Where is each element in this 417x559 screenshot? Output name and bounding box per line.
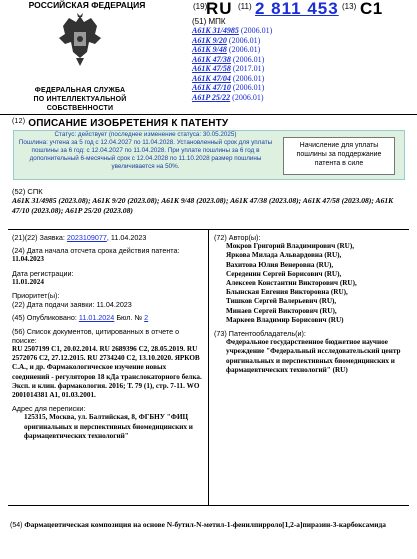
publication-date-link[interactable]: 11.01.2024 [78, 313, 115, 323]
spk-label: (52) СПК [12, 187, 43, 196]
author: Маркеев Владимир Борисович (RU) [226, 315, 344, 324]
ipc-code-link[interactable]: A61K 47/04 [192, 73, 231, 83]
inid-13: (13) [342, 2, 357, 11]
ipc-code-link[interactable]: A61K 9/20 [192, 35, 227, 45]
application-number-link[interactable]: 2023109077 [66, 233, 107, 242]
ipc-code-link[interactable]: A61K 47/58 [192, 64, 231, 73]
ipc-code-link[interactable]: A61K 47/38 [192, 54, 231, 64]
ipc-item: A61K 47/10 (2006.01) [192, 83, 265, 92]
author: Алексеев Константин Викторович (RU), [226, 279, 357, 288]
cited-documents: (56) Список документов, цитированных в отчете о поиске: RU 2507199 C1, 20.02.2014. RU 2689396 C2, 28.05.2019. RU 2572076 C2, 27.12.2015. RU 2734240 C2, 13.10.2020. ЯРКОВ С.А., и др. Фармакологическое изучение новых соединений - регуляторов 18 кДа транслокаторного белка. Эксп. и клин. фармакология. 2016; Т. 79 (1), стр. 7-11. WO 2001014381 A1, 01.03.2001. [12, 326, 202, 400]
country-code: RU [206, 0, 233, 18]
ipc-item: A61K 47/38 (2006.01) [192, 54, 265, 64]
application-row: (21)(22) Заявка: 2023109077, 11.04.2023 [12, 233, 147, 242]
invention-title: (54) Фармацевтическая композиция на основе N-бутил-N-метил-1-фенилпирроло[1,2-a]пиразин-3-карбоксамида [10, 520, 386, 529]
bulletin-number-link[interactable]: 2 [144, 313, 149, 323]
author: Блынская Евгения Викторовна (RU), [226, 288, 348, 297]
ipc-code-link[interactable]: A61K 9/48 [192, 45, 227, 54]
author: Минаев Сергей Викторович (RU), [226, 306, 337, 315]
ipc-code-link[interactable]: A61K 31/4985 [192, 26, 239, 35]
divider [0, 114, 417, 115]
column-divider [208, 229, 209, 505]
left-column [12, 233, 204, 445]
fee-payment-button[interactable]: Начисление для уплаты пошлины за поддержание патента в силе [283, 137, 395, 175]
ipc-code-link[interactable]: A61K 47/10 [192, 83, 231, 92]
kind-code: C1 [360, 0, 383, 18]
author: Вахитова Юлия Венеровна (RU), [226, 260, 334, 269]
author: Яркова Милада Альвардовна (RU), [226, 251, 342, 260]
ipc-item: A61K 47/58 (2017.01) [192, 64, 265, 73]
patent-owner: (73) Патентообладатель(и): Федеральное государственное бюджетное научное учреждение "Федеральный исследовательский центр оригинальных и перспективных биомедицинских и фармацевтических технологий" (RU) [214, 329, 401, 374]
term-start: (24) Дата начала отсчета срока действия патента: 11.04.2023 [12, 246, 180, 264]
correspondence-address: Адрес для переписки: 125315, Москва, ул. Балтийская, 8, ФГБНУ "ФИЦ оригинальных и перспективных биомедицинских и фармацевтических технологий" [12, 404, 193, 440]
author: Мокров Григорий Владимирович (RU), [226, 242, 355, 251]
ipc-item: A61K 9/20 (2006.01) [192, 35, 261, 45]
ipc-list [192, 26, 412, 102]
author: Середенин Сергей Борисович (RU), [226, 269, 342, 278]
ipc-item: A61P 25/22 (2006.01) [192, 92, 264, 102]
publication-row: (45) Опубликовано: 11.01.2024 Бюл. № 2 [12, 313, 149, 323]
ipc-item: A61K 47/04 (2006.01) [192, 73, 265, 83]
document-title: $^{(12)}$ ОПИСАНИЕ ИЗОБРЕТЕНИЯ К ПАТЕНТУ [12, 118, 229, 129]
ipc-item: A61K 9/48 (2006.01) [192, 45, 261, 54]
patent-number-link[interactable]: 2 811 453 [255, 0, 339, 18]
agency-name: ФЕДЕРАЛЬНАЯ СЛУЖБА ПО ИНТЕЛЛЕКТУАЛЬНОЙ СОБСТВЕННОСТИ [33, 87, 127, 112]
country-name: РОССИЙСКАЯ ФЕДЕРАЦИЯ [28, 0, 146, 10]
status-text: Статус: действует (последнее изменение статуса: 30.05.2025) Пошлина: учтена за 5 год с 12.04.2027 по 11.04.2028. Установленный срок для уплаты пошлины за 6 год: с 12.04.2027 по 11.04.2028. При уплате пошлины за 6 год в дополнительный 6-месячный срок с 12.04.2028 по 11.10.2028 размер пошлины увеличивается на 50%. [18, 131, 273, 171]
author: Тишков Сергей Валерьевич (RU), [226, 297, 337, 306]
priority: Приоритет(ы): (22) Дата подачи заявки: 11.04.2023 [12, 291, 132, 310]
authors: (72) Автор(ы): Мокров Григорий Владимирович (RU), Яркова Милада Альвардовна (RU), Вахитова Юлия Венеровна (RU), Середенин Сергей Борисович (RU), Алексеев Константин Викторович (RU), Блынская Евгения Викторовна (RU), Тишков Сергей Валерьевич (RU), Минаев Сергей Викторович (RU), Маркеев Владимир Борисович (RU) [214, 233, 410, 325]
ipc-item: A61K 31/4985 (2006.01) [192, 26, 273, 35]
state-emblem-icon [57, 12, 103, 68]
spk-codes: A61K 31/4985 (2023.08); A61K 9/20 (2023.08); A61K 9/48 (2023.08); A61K 47/38 (2023.08); A61K 47/58 (2023.08); A61K 47/10 (2023.08); A61P 25/20 (2023.08) [12, 196, 394, 215]
registration-date: Дата регистрации: 11.01.2024 [12, 268, 74, 286]
right-column [214, 233, 410, 379]
ipc-code-link[interactable]: A61P 25/22 [192, 92, 231, 102]
inid-11: (11) [238, 2, 252, 11]
mpk-label: (51) МПК [192, 17, 226, 26]
inid-19: (19) [193, 2, 208, 11]
